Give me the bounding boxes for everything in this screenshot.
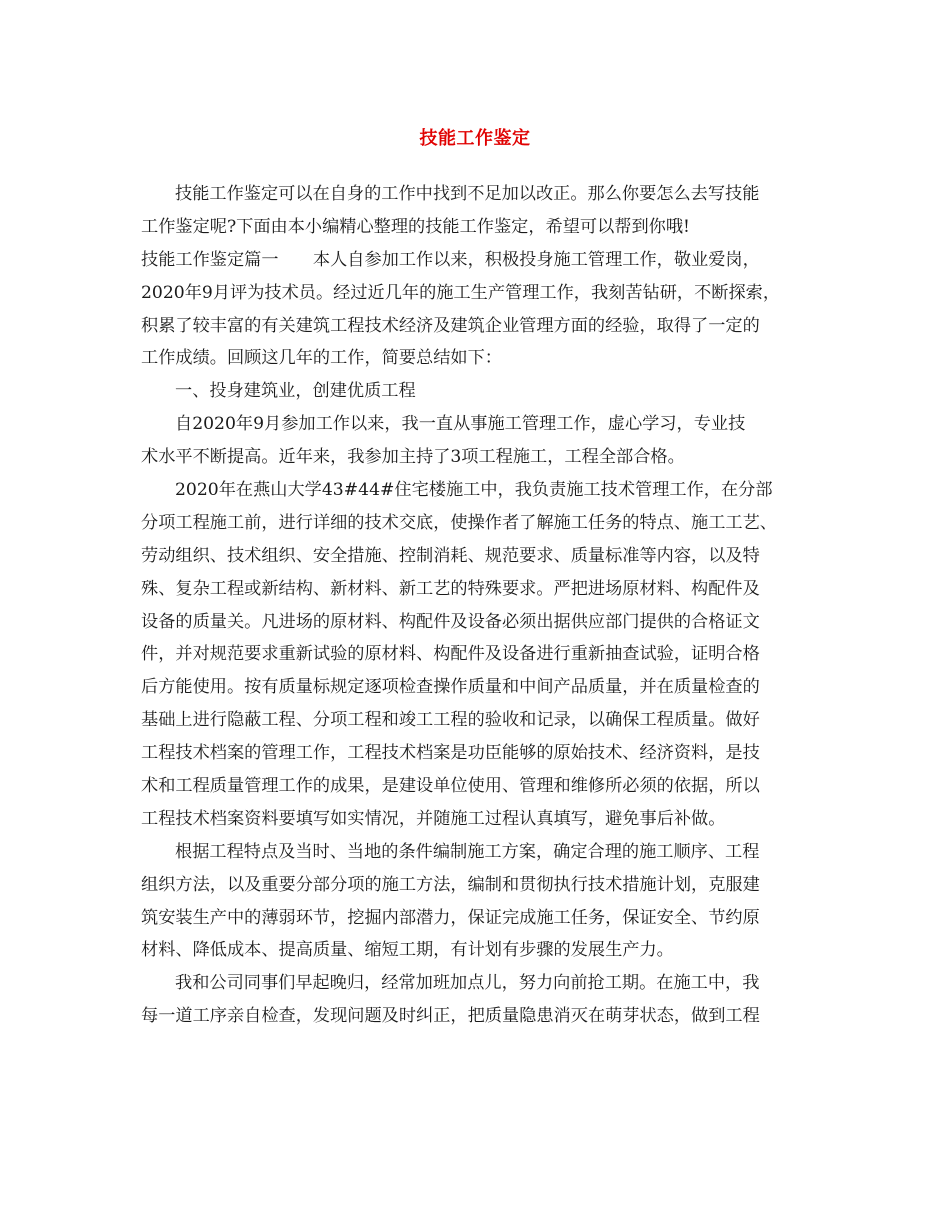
text-line: 技能工作鉴定篇一 本人自参加工作以来，积极投身施工管理工作，敬业爱岗， (141, 249, 760, 270)
text-line: 殊、复杂工程或新结构、新材料、新工艺的特殊要求。严把进场原材料、构配件及 (141, 578, 760, 599)
text-line: 2020年9月评为技术员。经过近几年的施工生产管理工作，我刻苦钻研，不断探索， (141, 282, 781, 303)
text-line: 工程技术档案资料要填写如实情况，并随施工过程认真填写，避免事后补做。 (141, 808, 726, 829)
text-line: 技能工作鉴定可以在自身的工作中找到不足加以改正。那么你要怎么去写技能 (175, 184, 760, 204)
document-body (141, 178, 813, 1033)
text-line: 积累了较丰富的有关建筑工程技术经济及建筑企业管理方面的经验，取得了一定的 (141, 315, 760, 336)
text-line: 工作成绩。回顾这几年的工作，简要总结如下： (141, 348, 502, 369)
text-line: 工作鉴定呢?下面由本小编精心整理的技能工作鉴定，希望可以帮到你哦! (141, 216, 690, 237)
text-line: 根据工程特点及当时、当地的条件编制施工方案，确定合理的施工顺序、工程 (175, 841, 760, 862)
text-line: 组织方法，以及重要分部分项的施工方法，编制和贯彻执行技术措施计划，克服建 (141, 874, 760, 895)
text-line: 工程技术档案的管理工作，工程技术档案是功臣能够的原始技术、经济资料，是技 (141, 743, 760, 764)
text-line: 我和公司同事们早起晚归，经常加班加点儿，努力向前抢工期。在施工中，我 (175, 973, 760, 994)
text-line: 分项工程施工前，进行详细的技术交底，使操作者了解施工任务的特点、施工工艺、 (141, 512, 777, 533)
text-line: 件，并对规范要求重新试验的原材料、构配件及设备进行重新抽查试验，证明合格 (141, 644, 760, 665)
text-line: 每一道工序亲自检查，发现问题及时纠正，把质量隐患消灭在萌芽状态，做到工程 (141, 1006, 760, 1027)
text-line: 劳动组织、技术组织、安全措施、控制消耗、规范要求、质量标准等内容，以及特 (141, 545, 760, 566)
text-line: 术和工程质量管理工作的成果，是建设单位使用、管理和维修所必须的依据，所以 (141, 776, 760, 797)
text-line: 2020年在燕山大学43#44#住宅楼施工中，我负责施工技术管理工作，在分部 (175, 480, 773, 501)
text-line: 术水平不断提高。近年来，我参加主持了3项工程施工，工程全部合格。 (141, 447, 685, 468)
document-title: 技能工作鉴定 (419, 128, 531, 149)
text-line: 设备的质量关。凡进场的原材料、构配件及设备必须出据供应部门提供的合格证文 (141, 611, 760, 632)
text-line: 材料、降低成本、提高质量、缩短工期，有计划有步骤的发展生产力。 (141, 940, 674, 961)
text-line: 基础上进行隐蔽工程、分项工程和竣工工程的验收和记录，以确保工程质量。做好 (141, 710, 760, 731)
text-line: 筑安装生产中的薄弱环节，挖掘内部潜力，保证完成施工任务，保证安全、节约原 (141, 907, 760, 928)
text-line: 后方能使用。按有质量标规定逐项检查操作质量和中间产品质量，并在质量检查的 (141, 677, 760, 698)
text-line: 一、投身建筑业，创建优质工程 (175, 381, 416, 402)
text-line: 自2020年9月参加工作以来，我一直从事施工管理工作，虚心学习，专业技 (175, 414, 746, 435)
